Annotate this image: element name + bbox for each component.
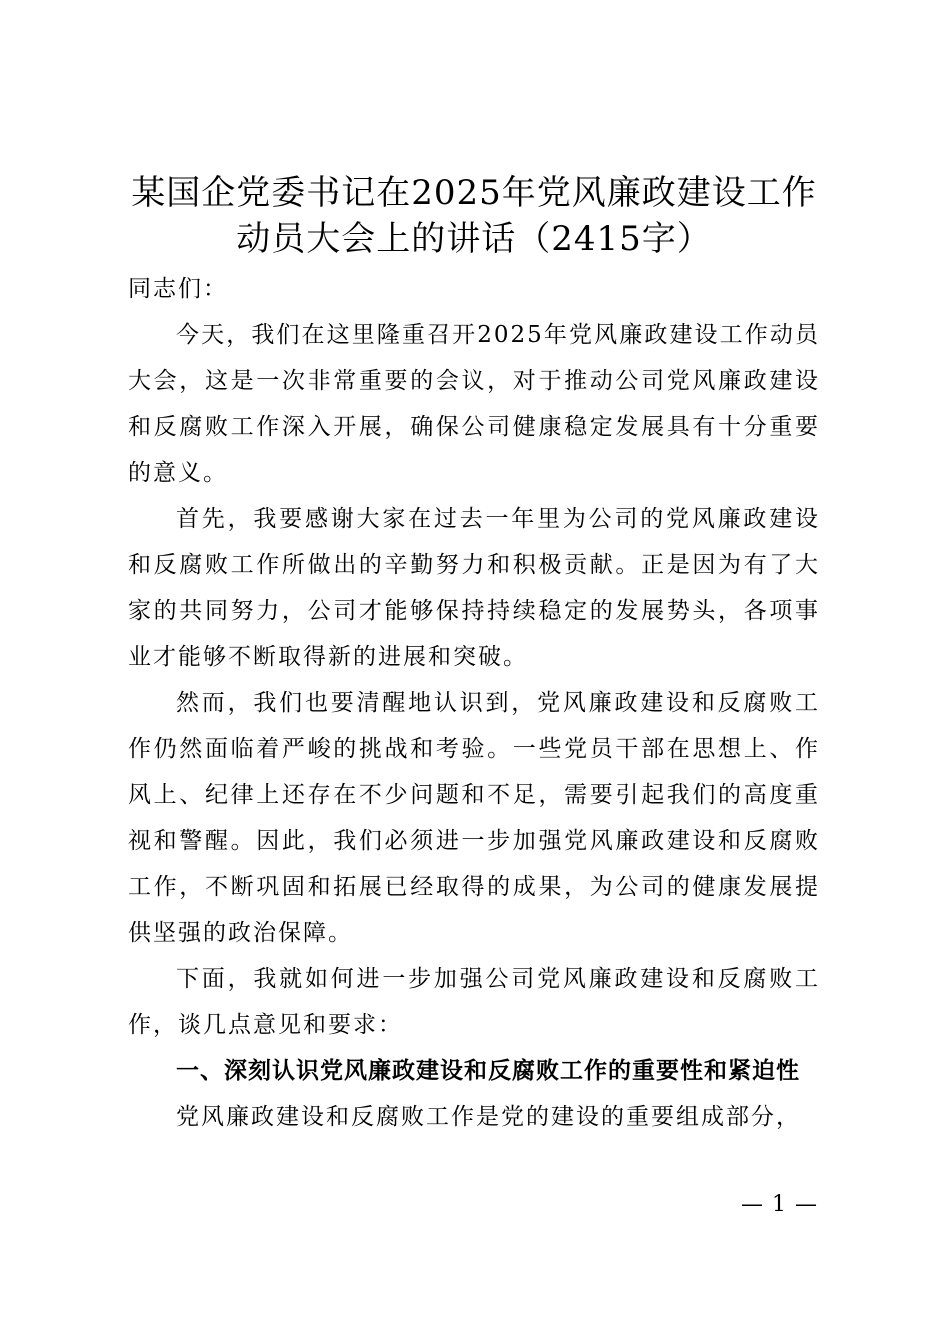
title-line-2: 动员大会上的讲话（2415字） bbox=[236, 219, 712, 259]
paragraph-thanks: 首先，我要感谢大家在过去一年里为公司的党风廉政建设和反腐败工作所做出的辛勤努力和积极贡献。正是因为有了大家的共同努力，公司才能够保持持续稳定的发展势头，各项事业才能够不断取得新的进展和突破。 bbox=[128, 506, 820, 670]
paragraph-opening: 今天，我们在这里隆重召开2025年党风廉政建设工作动员大会，这是一次非常重要的会议，对于推动公司党风廉政建设和反腐败工作深入开展，确保公司健康稳定发展具有十分重要的意义。 bbox=[128, 322, 820, 486]
page-number: — 1 — bbox=[741, 1192, 818, 1217]
paragraph-challenges: 然而，我们也要清醒地认识到，党风廉政建设和反腐败工作仍然面临着严峻的挑战和考验。一些党员干部在思想上、作风上、纪律上还存在不少问题和不足，需要引起我们的高度重视和警醒。因此，我们必须进一步加强党风廉政建设和反腐败工作，不断巩固和拓展已经取得的成果，为公司的健康发展提供坚强的政治保障。 bbox=[128, 690, 820, 946]
title-line-1: 某国企党委书记在2025年党风廉政建设工作 bbox=[131, 173, 817, 213]
section-paragraph-1: 党风廉政建设和反腐败工作是党的建设的重要组成部分， bbox=[176, 1104, 801, 1130]
paragraph-transition: 下面，我就如何进一步加强公司党风廉政建设和反腐败工作，谈几点意见和要求： bbox=[128, 966, 820, 1038]
salutation: 同志们： bbox=[128, 276, 228, 302]
section-heading-1: 一、深刻认识党风廉政建设和反腐败工作的重要性和紧迫性 bbox=[176, 1058, 800, 1084]
document-body bbox=[128, 266, 820, 1140]
document-title bbox=[128, 170, 820, 262]
